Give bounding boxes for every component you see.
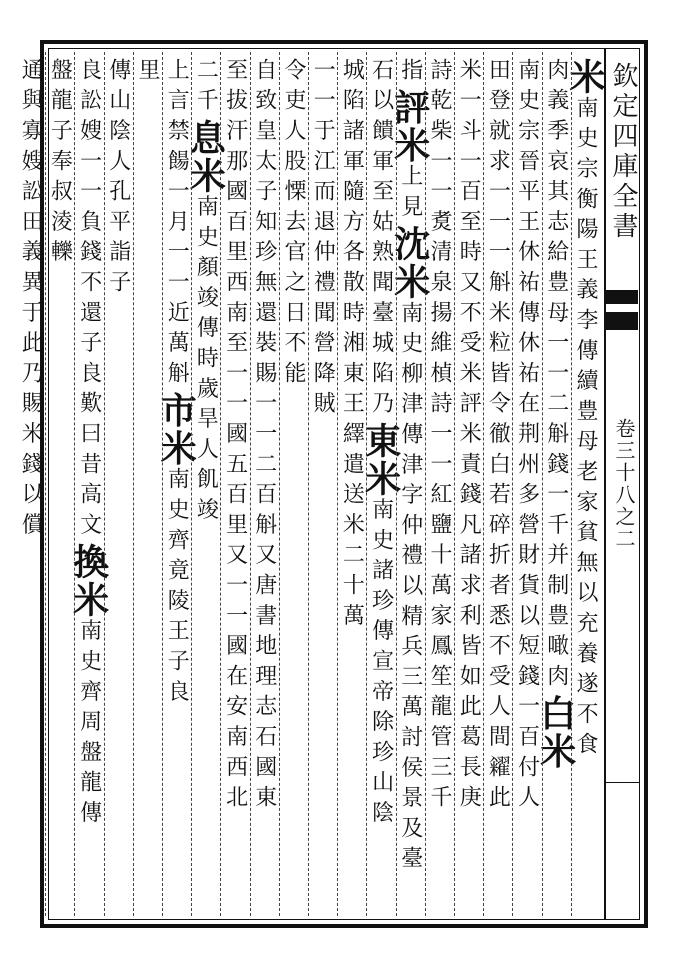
column-text: 南史齊竟陵王子良: [164, 467, 190, 710]
column-text: 盤龍子奉叔淩轢: [47, 58, 73, 271]
column-divider: [337, 52, 338, 916]
column-text: 令吏人股慄去官之日不能: [280, 58, 306, 392]
headword: 換米: [67, 542, 110, 619]
column-text: 良訟嫂一一負錢不還子良歎曰昔高文: [76, 58, 102, 543]
column-text: 上言禁餳一月一一近萬斛: [164, 58, 190, 392]
text-column: [155, 58, 198, 914]
text-column: [279, 58, 308, 914]
column-divider: [191, 52, 192, 916]
column-divider: [74, 52, 75, 916]
text-column: [133, 58, 162, 914]
text-column: [308, 58, 337, 914]
headword: 米: [563, 58, 606, 96]
text-column: [359, 58, 402, 914]
column-text: 南史齊周盤龍傳: [76, 618, 102, 831]
text-column: [454, 58, 483, 914]
headword: 評米: [388, 88, 431, 165]
text-column: [563, 58, 606, 914]
fish-tail-mark: [606, 290, 638, 330]
column-text: 石以饋軍至姑熟聞臺城陷乃: [368, 58, 394, 422]
column-divider: [45, 52, 46, 916]
juan-label: 卷三十八之二: [612, 418, 636, 550]
column-text: 一一于江而退仲禮聞營降賊: [310, 58, 336, 422]
column-divider: [454, 52, 455, 916]
book-title: 欽定四庫全書: [608, 62, 638, 242]
column-text: 上見: [397, 164, 423, 225]
column-text: 指: [397, 58, 423, 89]
column-divider: [483, 52, 484, 916]
column-divider: [104, 52, 105, 916]
column-text: 至拔汗那國百里西南至一一國五百里又一一國在安南西北: [222, 58, 248, 816]
column-divider: [571, 52, 572, 916]
column-divider: [308, 52, 309, 916]
column-divider: [366, 52, 367, 916]
text-column: [67, 58, 110, 914]
column-divider: [512, 52, 513, 916]
column-divider: [279, 52, 280, 916]
column-text: 南史柳津傳津字仲禮以精兵三萬討侯景及臺: [397, 300, 423, 877]
column-text: 米一斗一百至時又不受米評米責錢凡諸求利皆如此葛長庚: [456, 58, 482, 816]
column-text: 南史宗晉平王休祐傳休祐在荆州多營財貨以短錢一百付人: [514, 58, 540, 816]
column-text: 城陷諸軍隨方各散時湘東王繹遣送米二十萬: [339, 58, 365, 634]
headword: 沈米: [388, 224, 431, 301]
column-text: 肉義季哀其志給豊母一一二斛錢一千并制豊噉肉: [543, 58, 569, 695]
text-column: [250, 58, 279, 914]
column-text: 田登就求一一一斛米粒皆令徹白若碎折者悉不受人間糴此: [485, 58, 511, 816]
column-text: 詩乾柴一一煑清泉揚維楨詩一一紅鹽十萬家鳳笙龍管三千: [426, 58, 452, 816]
column-text: 自致皇太子知珍無還裝賜一一二百斛又唐書地理志石國東: [251, 58, 277, 816]
column-divider: [396, 52, 397, 916]
column-text: 通與寡嫂訟田義異于此乃賜米錢以償: [18, 58, 44, 543]
margin-rule: [604, 782, 640, 783]
column-text: 南史宗衡陽王義李傳續豊母老家貧無以充養遂不食: [572, 96, 598, 763]
column-text: 傳山陰人孔平詣子: [105, 58, 131, 301]
column-text: 里: [134, 58, 160, 89]
column-text: 南史諸珍傳宣帝除珍山陰: [368, 497, 394, 831]
headword: 白米: [534, 694, 577, 771]
text-column: [337, 58, 366, 914]
column-divider: [425, 52, 426, 916]
column-divider: [250, 52, 251, 916]
text-column: [184, 58, 227, 914]
headword: 息米: [184, 118, 227, 195]
text-column: [512, 58, 541, 914]
column-divider: [220, 52, 221, 916]
text-column: [534, 58, 577, 914]
column-text: 二千: [193, 58, 219, 119]
text-column: [104, 58, 133, 914]
headword: 市米: [155, 391, 198, 468]
text-column: [425, 58, 454, 914]
text-column: [16, 58, 45, 914]
column-divider: [162, 52, 163, 916]
text-column: [483, 58, 512, 914]
column-text: 南史顏竣傳時歲旱人飢竣: [193, 194, 219, 528]
text-column: [45, 58, 74, 914]
column-divider: [542, 52, 543, 916]
headword: 東米: [359, 421, 402, 498]
column-divider: [133, 52, 134, 916]
